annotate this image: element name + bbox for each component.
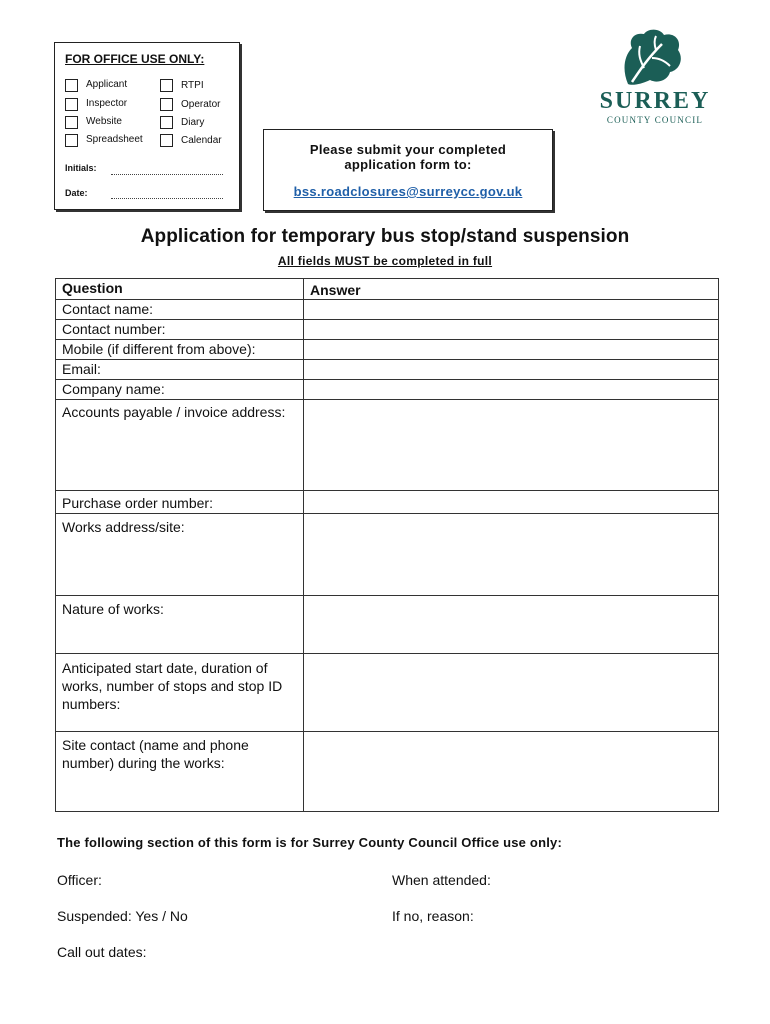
- checkbox-operator[interactable]: [160, 98, 173, 111]
- checkbox-label: Spreadsheet: [86, 134, 143, 145]
- logo-name: SURREY: [599, 88, 711, 114]
- checkbox-label: RTPI: [181, 80, 204, 91]
- date-label: Date:: [65, 188, 88, 198]
- answer-header-text: Answer: [310, 282, 361, 298]
- answer-header: [304, 279, 719, 300]
- table-row: [56, 491, 719, 514]
- table-row: [56, 320, 719, 340]
- table-row: [56, 514, 719, 596]
- table-row: [56, 300, 719, 320]
- table-row: [56, 596, 719, 654]
- question-cell: Anticipated start date, duration of works, number of stops and stop ID numbers:: [56, 654, 304, 732]
- answer-cell[interactable]: [304, 340, 719, 360]
- logo-subtitle: COUNTY COUNCIL: [606, 115, 704, 125]
- if-no-reason-label: If no, reason:: [392, 908, 474, 924]
- initials-label: Initials:: [65, 163, 97, 173]
- question-cell: Contact number:: [56, 320, 304, 340]
- initials-line[interactable]: [111, 174, 223, 175]
- checkbox-spreadsheet[interactable]: [65, 134, 78, 147]
- checkbox-label: Inspector: [86, 98, 128, 109]
- suspended-label: Suspended: Yes / No: [57, 908, 188, 924]
- question-cell: Company name:: [56, 380, 304, 400]
- question-cell: Nature of works:: [56, 596, 304, 654]
- table-row: [56, 360, 719, 380]
- question-cell: Email:: [56, 360, 304, 380]
- checkbox-rtpi[interactable]: [160, 79, 173, 92]
- page-title: Application for temporary bus stop/stand suspension: [140, 226, 630, 247]
- submit-instructions-box: [263, 129, 553, 211]
- checkbox-label: Operator: [181, 99, 221, 110]
- question-cell: Works address/site:: [56, 514, 304, 596]
- question-cell: Purchase order number:: [56, 491, 304, 514]
- table-row: [56, 340, 719, 360]
- checkbox-calendar[interactable]: [160, 134, 173, 147]
- table-row: [56, 732, 719, 812]
- answer-cell[interactable]: [304, 360, 719, 380]
- office-use-title: FOR OFFICE USE ONLY:: [65, 52, 205, 66]
- answer-cell[interactable]: [304, 491, 719, 514]
- answer-cell[interactable]: [304, 400, 719, 491]
- answer-cell[interactable]: [304, 300, 719, 320]
- call-out-dates-label: Call out dates:: [57, 944, 147, 960]
- answer-cell[interactable]: [304, 514, 719, 596]
- table-row: [56, 380, 719, 400]
- question-header: [56, 279, 304, 300]
- office-section-heading: The following section of this form is for Surrey County Council Office use only:: [57, 835, 562, 850]
- office-use-box: [54, 42, 240, 210]
- answer-cell[interactable]: [304, 596, 719, 654]
- answer-cell[interactable]: [304, 654, 719, 732]
- table-header-row: [56, 279, 719, 300]
- submit-line-2: application form to:: [344, 157, 472, 172]
- checkbox-inspector[interactable]: [65, 98, 78, 111]
- when-attended-label: When attended:: [392, 872, 491, 888]
- question-header-text: Question: [62, 280, 123, 296]
- checkbox-applicant[interactable]: [65, 79, 78, 92]
- checkbox-label: Applicant: [86, 79, 128, 90]
- question-cell: Mobile (if different from above):: [56, 340, 304, 360]
- table-row: [56, 654, 719, 732]
- surrey-logo: [590, 26, 720, 126]
- checkbox-label: Calendar: [181, 135, 222, 146]
- checkbox-label: Website: [86, 116, 122, 127]
- date-line[interactable]: [111, 198, 223, 199]
- checkbox-website[interactable]: [65, 116, 78, 129]
- answer-cell[interactable]: [304, 732, 719, 812]
- officer-label: Officer:: [57, 872, 102, 888]
- answer-cell[interactable]: [304, 380, 719, 400]
- submit-email-link[interactable]: bss.roadclosures@surreycc.gov.uk: [293, 184, 523, 199]
- page-subtitle: All fields MUST be completed in full: [277, 254, 493, 268]
- answer-cell[interactable]: [304, 320, 719, 340]
- checkbox-diary[interactable]: [160, 116, 173, 129]
- oak-leaf-icon: [618, 26, 688, 88]
- question-cell: Accounts payable / invoice address:: [56, 400, 304, 491]
- checkbox-label: Diary: [181, 117, 205, 128]
- table-row: [56, 400, 719, 491]
- application-table: [55, 278, 719, 812]
- question-cell: Contact name:: [56, 300, 304, 320]
- submit-line-1: Please submit your completed: [309, 142, 507, 157]
- question-cell: Site contact (name and phone number) during the works:: [56, 732, 304, 812]
